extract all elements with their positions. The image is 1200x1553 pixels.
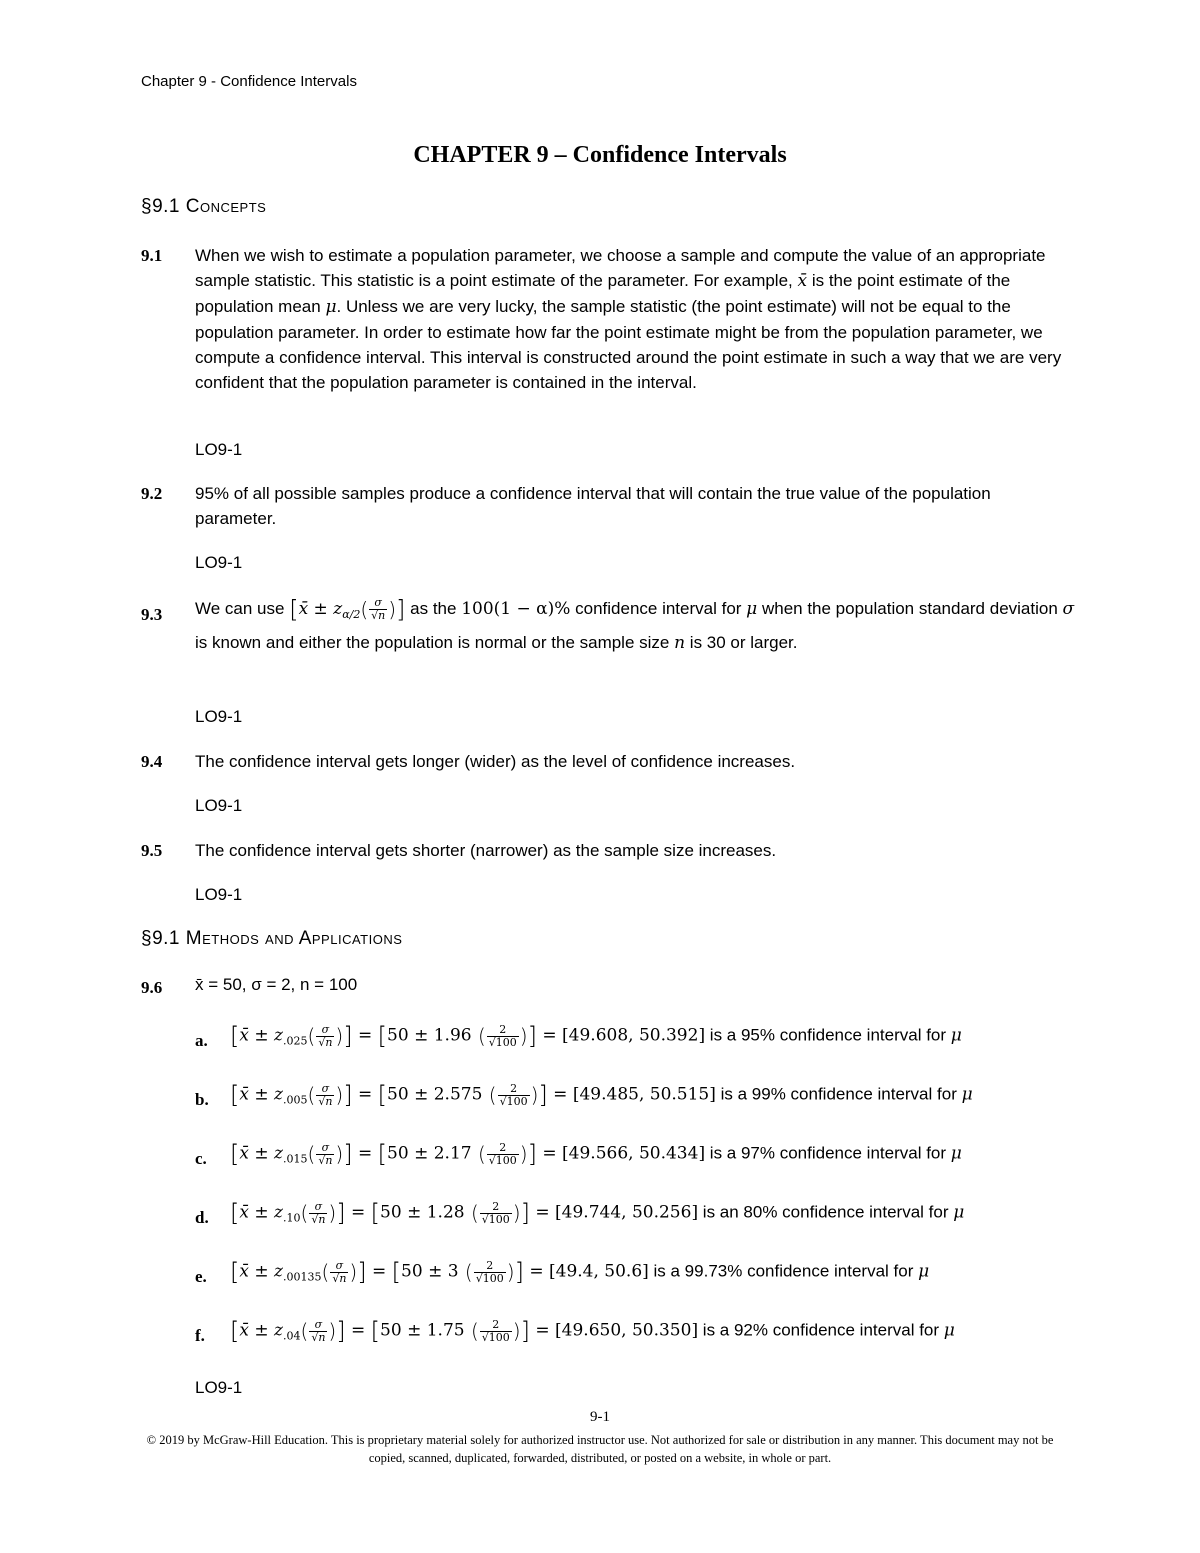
- interval-formula: [x̄ ± $z_{.00135}$( $\frac{\sigma}{√n}$ )] = [50 ± 3 ( $\frac{2}{√100}$ )] = [49.4, 50.6] is a 99.73% confidence interval for μ: [230, 1258, 930, 1286]
- xbar-symbol: x̄: [797, 271, 808, 291]
- learning-objective: LO9-1: [195, 440, 243, 459]
- page-title: CHAPTER 9 – Confidence Intervals: [413, 142, 787, 168]
- interval-result: [49.485, 50.515]: [572, 1084, 716, 1105]
- problem-text: The confidence interval gets shorter (narrower) as the sample size increases.: [195, 841, 777, 860]
- copyright-notice: © 2019 by McGraw-Hill Education. This is proprietary material solely for authorized instructor use. Not authorized for sale or distribution in any manner. This document may not be copied, scanned, duplicated, forwarded, distributed, or posted on a website, in whole or part.: [146, 1433, 1054, 1465]
- interval-formula: [x̄ ± $z_{.005}$( $\frac{\sigma}{√n}$ )] = [50 ± 2.575 ( $\frac{2}{√100}$ )] = [49.485, 50.515] is a 99% confidence interval for μ: [230, 1081, 973, 1109]
- problem-text: When we wish to estimate a population parameter, we choose a sample and compute the value of an appropriate sample statistic. This statistic is a point estimate of the parameter. For example, x̄ is the point estimate of the population mean μ. Unless we are very lucky, the sample statistic (the point estimate) will not be equal to the population parameter. In order to estimate how far the point estimate might be from the population parameter, we compute a confidence interval. This interval is constructed around the point estimate in such a way that we are very confident that the population parameter is contained in the interval.: [195, 246, 1062, 392]
- part-label: c.: [195, 1149, 207, 1168]
- section-heading-concepts: §9.1 Concepts: [141, 196, 267, 217]
- part-label: f.: [195, 1326, 205, 1345]
- learning-objective: LO9-1: [195, 707, 243, 726]
- section-heading-methods: §9.1 Methods and Applications: [141, 928, 403, 949]
- learning-objective: LO9-1: [195, 885, 243, 904]
- problem-number: 9.5: [141, 841, 163, 860]
- interval-formula: [x̄ ± $z_{.025}$( $\frac{\sigma}{√n}$ )] = [50 ± 1.96 ( $\frac{2}{√100}$ )] = [49.608, 50.392] is a 95% confidence interval for μ: [230, 1022, 962, 1050]
- interval-result: [49.4, 50.6]: [549, 1261, 649, 1282]
- learning-objective: LO9-1: [195, 1378, 243, 1397]
- problem-number: 9.6: [141, 978, 163, 997]
- problem-number: 9.3: [141, 605, 163, 624]
- interval-result: [49.744, 50.256]: [555, 1202, 699, 1223]
- problem-number: 9.2: [141, 484, 163, 503]
- part-label: d.: [195, 1208, 209, 1227]
- part-label: a.: [195, 1031, 208, 1050]
- mu-symbol: μ: [325, 297, 337, 317]
- problem-text: 95% of all possible samples produce a confidence interval that will contain the true value of the population parameter.: [195, 484, 991, 528]
- problem-number: 9.1: [141, 246, 163, 265]
- interval-result: [49.650, 50.350]: [555, 1320, 699, 1341]
- learning-objective: LO9-1: [195, 553, 243, 572]
- running-head: Chapter 9 - Confidence Intervals: [141, 73, 357, 90]
- page-number: 9-1: [590, 1409, 610, 1425]
- problem-number: 9.4: [141, 752, 163, 771]
- interval-result: [49.608, 50.392]: [562, 1025, 706, 1046]
- problem-text: The confidence interval gets longer (wider) as the level of confidence increases.: [195, 752, 796, 771]
- interval-formula: [x̄ ± $z_{.015}$( $\frac{\sigma}{√n}$ )] = [50 ± 2.17 ( $\frac{2}{√100}$ )] = [49.566, 50.434] is a 97% confidence interval for μ: [230, 1140, 962, 1168]
- interval-result: [49.566, 50.434]: [562, 1143, 706, 1164]
- interval-formula: [x̄ ± $z_{.04}$( $\frac{\sigma}{√n}$ )] = [50 ± 1.75 ( $\frac{2}{√100}$ )] = [49.650, 50.350] is a 92% confidence interval for μ: [230, 1317, 955, 1345]
- problem-text: We can use [x̄ ± $z_{\alpha/2}$( $\frac{\sigma}{√n}$ )] as the 100(1 − α)% confidence interval for μ when the population standard deviation σ is known and either the population is normal or the sample size n is 30 or larger.: [195, 595, 1075, 653]
- learning-objective: LO9-1: [195, 796, 243, 815]
- part-label: e.: [195, 1267, 207, 1286]
- interval-formula: [x̄ ± $z_{.10}$( $\frac{\sigma}{√n}$ )] = [50 ± 1.28 ( $\frac{2}{√100}$ )] = [49.744, 50.256] is an 80% confidence interval for μ: [230, 1199, 965, 1227]
- given-values: x̄ = 50, σ = 2, n = 100: [195, 975, 358, 994]
- part-label: b.: [195, 1090, 209, 1109]
